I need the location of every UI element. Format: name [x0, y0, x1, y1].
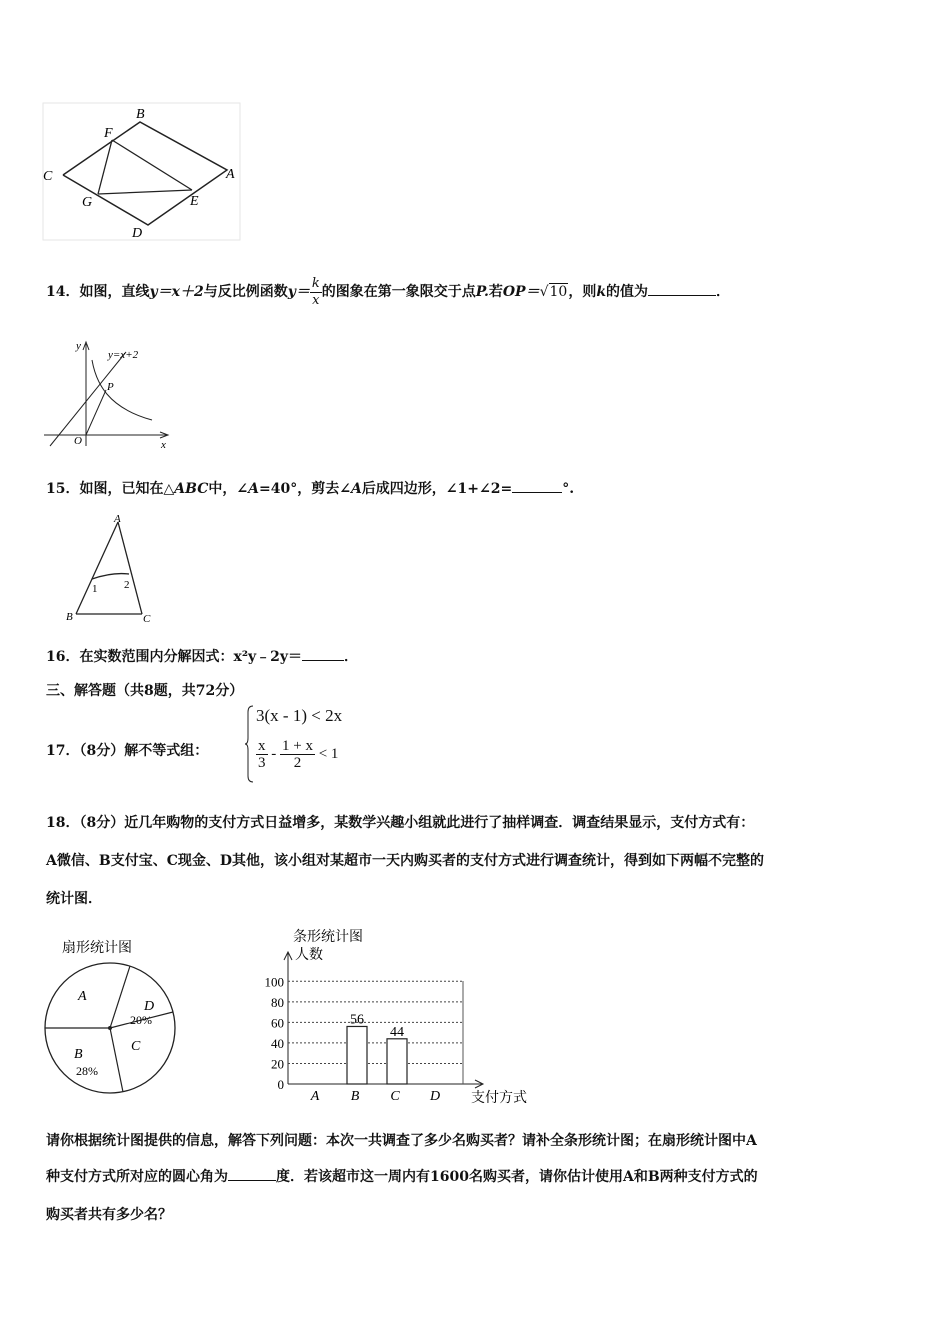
pie-slice-b-label: B	[74, 1047, 83, 1062]
q18-after-2a: 种支付方式所对应的圆心角为	[46, 1169, 228, 1185]
side-ab	[76, 522, 118, 614]
q14-point-p: P.	[475, 284, 489, 300]
q14-line-equation: y＝x＋2	[149, 284, 204, 300]
label-a: A	[114, 513, 121, 525]
question-16	[46, 646, 358, 668]
q14-text-1: 如图，直线	[79, 284, 150, 300]
bar-category-label: D	[429, 1089, 441, 1104]
bar-C	[387, 1039, 407, 1084]
bar-ytick-label: 60	[271, 1015, 284, 1031]
label-x: x	[161, 439, 166, 450]
bar-category-label: B	[350, 1089, 360, 1104]
q14-number: 14．	[46, 284, 80, 300]
bar-title: 条形统计图	[293, 930, 363, 945]
bar-category-label: C	[390, 1089, 400, 1104]
q16-answer-blank	[302, 648, 344, 661]
pie-slice-a-label: A	[78, 989, 87, 1004]
q17-minus: -	[271, 745, 277, 762]
figure-13-rhombus	[40, 100, 245, 245]
pie-chart	[40, 932, 190, 1112]
q18-after-line-2	[46, 1166, 758, 1188]
q17-label: 17．（8分）解不等式组：	[46, 743, 209, 759]
q14-answer-blank	[648, 283, 716, 296]
label-line: y=x+2	[108, 349, 139, 361]
q14-op: OP＝	[502, 284, 540, 300]
q16-end: ．	[343, 649, 358, 665]
bar-chart	[255, 924, 550, 1109]
pie-center	[108, 1026, 112, 1030]
segment-fe	[112, 140, 192, 190]
bar-xlabel: 支付方式	[471, 1091, 527, 1106]
q14-fraction-num: k	[311, 275, 320, 291]
q15-text-2: 中，∠	[208, 481, 249, 497]
label-c: C	[43, 169, 53, 184]
side-ac	[118, 522, 142, 614]
bar-ytick-label: 0	[277, 1077, 284, 1092]
q15-text-1: 如图，已知在△	[79, 481, 175, 497]
line-y-x-plus-2	[50, 352, 126, 446]
q15-number: 15．	[46, 481, 80, 497]
q14-text-4: 若	[488, 284, 503, 300]
q17-frac-x3-den: 3	[258, 755, 266, 771]
q18-line-3: 统计图．	[46, 891, 102, 907]
q17-system	[244, 704, 374, 784]
q15-end: °.	[562, 481, 575, 497]
section-3-heading: 三、解答题（共8题，共72分）	[46, 683, 244, 699]
q15-text-4: 后成四边形，∠1+∠2=	[361, 481, 513, 497]
label-d: D	[132, 226, 143, 241]
q15-a2: A	[350, 481, 362, 497]
segment-fg	[98, 140, 112, 194]
question-14	[46, 262, 730, 322]
label-p: P	[107, 381, 114, 393]
label-o: O	[74, 435, 82, 447]
q17-inequality-2	[256, 738, 338, 771]
pie-slice-d-label: D	[144, 999, 155, 1014]
q17-frac-1px2-num: 1 + x	[282, 738, 313, 754]
q17-lt-one: < 1	[318, 745, 339, 762]
q14-text-2: 与反比例函数	[203, 284, 288, 300]
q17-frac-1px2	[280, 738, 315, 771]
label-2: 2	[124, 579, 130, 591]
q14-k: k	[596, 284, 607, 300]
pie-divider-a-d	[110, 966, 130, 1028]
pie-slice-d-percent: 20%	[130, 1013, 152, 1027]
bar-value-label: 56	[350, 1012, 364, 1028]
q17-frac-x3	[256, 738, 268, 771]
q14-sqrt-sign: √	[539, 284, 549, 300]
q18-line-2: A微信、B支付宝、C现金、D其他，该小组对某超市一天内购买者的支付方式进行调查统计，得到如下两幅不完整的	[46, 853, 764, 869]
q14-text-6: 的值为	[606, 284, 649, 300]
pie-divider-b-c	[110, 1028, 123, 1092]
label-b: B	[136, 107, 145, 122]
pie-title: 扇形统计图	[62, 941, 132, 956]
label-c: C	[143, 613, 151, 625]
q17-frac-1px2-den: 2	[293, 755, 302, 771]
figure-14-graph	[40, 338, 175, 450]
q18-angle-blank	[228, 1168, 276, 1181]
q15-abc: ABC	[174, 481, 209, 497]
q18-line-1: 18．（8分）近几年购物的支付方式日益增多，某数学兴趣小组就此进行了抽样调查．调查结果显示，支付方式有：	[46, 815, 755, 831]
bar-ytick-label: 20	[271, 1056, 284, 1072]
bar-ytick-label: 40	[271, 1035, 284, 1051]
segment-op	[86, 390, 106, 435]
label-a: A	[226, 167, 235, 182]
figure-15-triangle	[62, 512, 162, 627]
bar-ylabel: 人数	[295, 948, 323, 963]
q14-text-5: ，则	[568, 284, 597, 300]
bar-category-label: A	[310, 1089, 320, 1104]
q18-after-2b: 度．若该超市这一周内有1600名购买者，请你估计使用A和B两种支付方式的	[276, 1169, 758, 1185]
q16-text: 16．在实数范围内分解因式：x²y﹣2y＝	[46, 649, 302, 665]
q18-after-line-1: 请你根据统计图提供的信息，解答下列问题：本次一共调查了多少名购买者？请补全条形统计图；在扇形统计图中A	[46, 1133, 757, 1149]
q14-fraction-den: x	[312, 292, 320, 308]
q14-function-prefix: y＝	[287, 284, 310, 300]
segment-ge	[98, 190, 192, 194]
bar-ytick-label: 100	[264, 974, 284, 990]
q15-text-3: =40°，剪去∠	[258, 481, 351, 497]
bar-ytick-label: 80	[271, 994, 284, 1010]
pie-slice-b-percent: 28%	[76, 1064, 98, 1078]
label-y: y	[76, 340, 81, 352]
label-f: F	[104, 126, 113, 141]
q15-a1: A	[248, 481, 259, 497]
q14-text-3: 的图象在第一象限交于点	[321, 284, 476, 300]
bar-B	[347, 1026, 367, 1084]
hyperbola-curve	[92, 360, 152, 420]
question-15	[46, 478, 574, 500]
bar-value-label: 44	[390, 1024, 404, 1040]
brace-icon	[244, 704, 254, 784]
label-b: B	[66, 611, 73, 623]
q14-end: ．	[716, 284, 731, 300]
q14-fraction	[310, 276, 322, 309]
q14-sqrt-value: 10	[549, 284, 568, 300]
label-e: E	[190, 194, 199, 209]
q17-inequality-1: 3(x - 1) < 2x	[256, 706, 343, 725]
pie-slice-c-label: C	[131, 1039, 141, 1054]
label-1: 1	[92, 583, 98, 595]
label-g: G	[82, 195, 93, 210]
q18-after-line-3: 购买者共有多少名？	[46, 1207, 172, 1223]
q15-answer-blank	[512, 480, 562, 493]
q17-frac-x3-num: x	[258, 738, 266, 754]
